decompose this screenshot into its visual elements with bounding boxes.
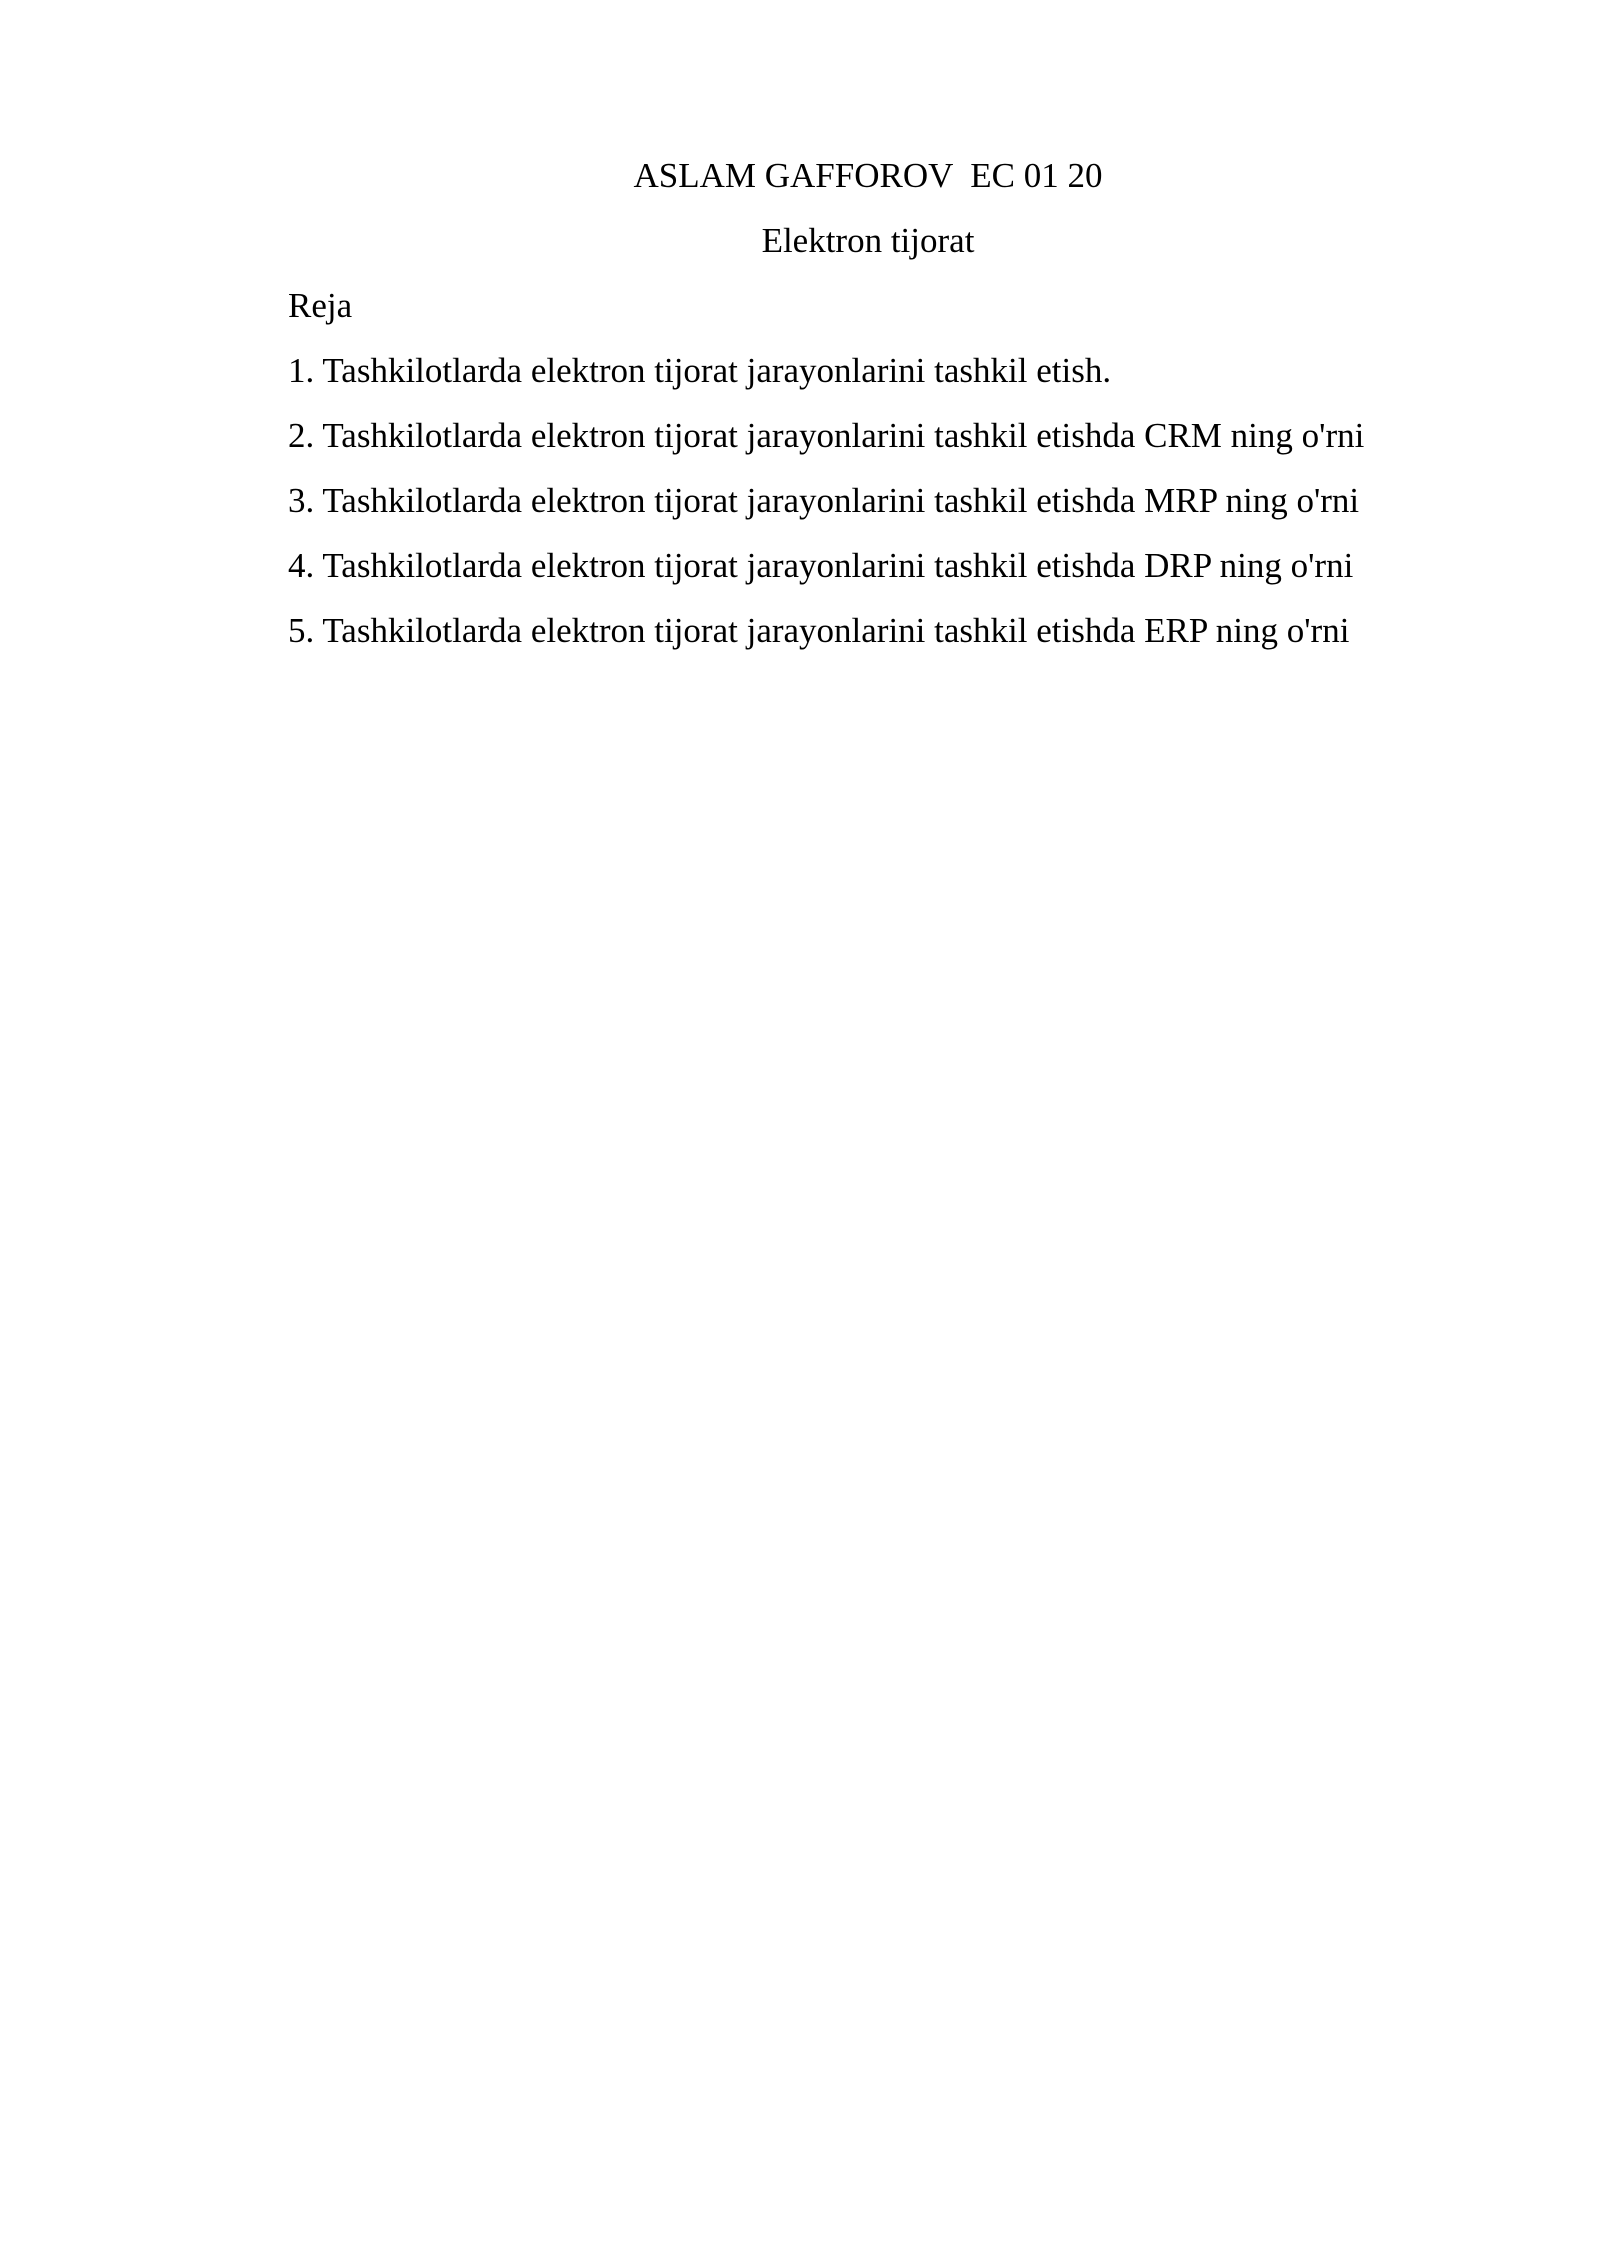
plan-item: 2. Tashkilotlarda elektron tijorat jarayonlarini tashkil etishda CRM ning o'rni xyxy=(288,416,1365,455)
document-header: ASLAM GAFFOROV EC 01 20 xyxy=(633,156,1103,195)
plan-heading: Reja xyxy=(288,286,353,325)
plan-item: 3. Tashkilotlarda elektron tijorat jarayonlarini tashkil etishda MRP ning o'rni xyxy=(288,481,1360,520)
document-subtitle: Elektron tijorat xyxy=(761,221,975,260)
plan-list xyxy=(288,351,1364,676)
plan-item: 1. Tashkilotlarda elektron tijorat jarayonlarini tashkil etish. xyxy=(288,351,1112,390)
plan-item: 4. Tashkilotlarda elektron tijorat jarayonlarini tashkil etishda DRP ning o'rni xyxy=(288,546,1354,585)
plan-item: 5. Tashkilotlarda elektron tijorat jarayonlarini tashkil etishda ERP ning o'rni xyxy=(288,611,1350,650)
